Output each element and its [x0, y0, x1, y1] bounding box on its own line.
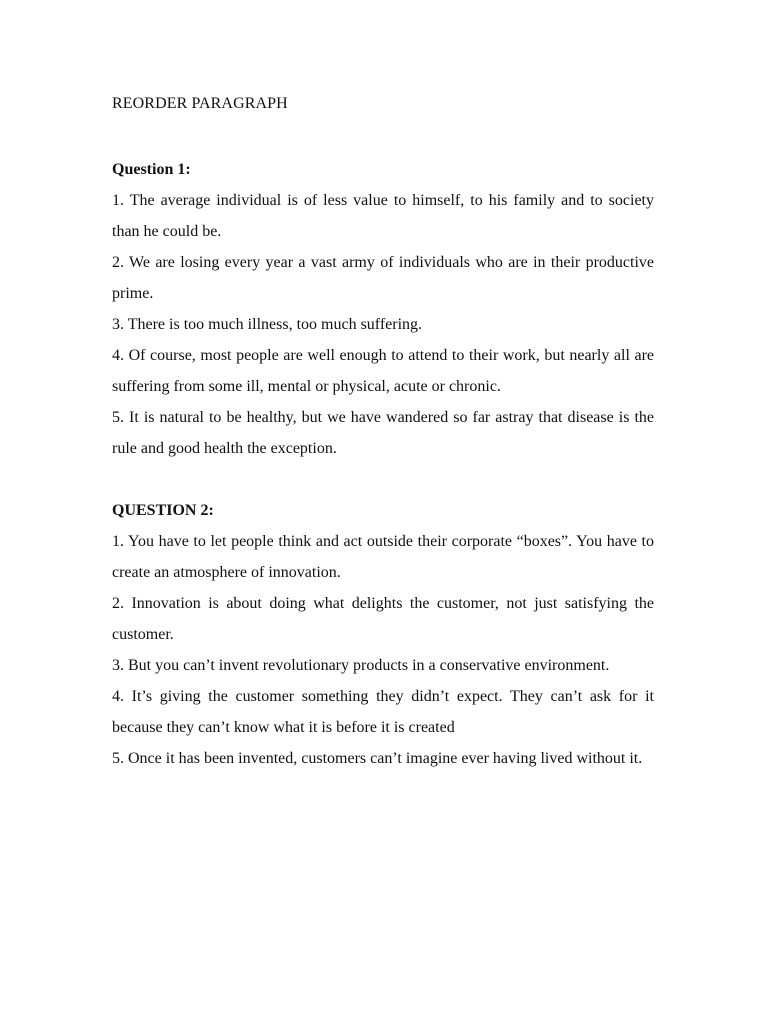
sentence-item: 2. Innovation is about doing what delights the customer, not just satisfying the customer. — [112, 595, 654, 643]
question-heading: Question 1: — [112, 161, 191, 178]
question-1 — [112, 154, 654, 464]
sentence-item: 3. There is too much illness, too much suffering. — [112, 316, 423, 333]
sentence-item: 4. Of course, most people are well enough to attend to their work, but nearly all are suffering from some ill, mental or physical, acute or chronic. — [112, 347, 654, 395]
sentence-item: 3. But you can’t invent revolutionary products in a conservative environment. — [112, 657, 610, 674]
sentence-item: 1. The average individual is of less value to himself, to his family and to society than he could be. — [112, 192, 654, 240]
sentence-item: 5. It is natural to be healthy, but we have wandered so far astray that disease is the rule and good health the exception. — [112, 409, 654, 457]
sentence-item: 5. Once it has been invented, customers can’t imagine ever having lived without it. — [112, 750, 643, 767]
document-page — [112, 92, 654, 774]
sentence-item: 2. We are losing every year a vast army of individuals who are in their productive prime. — [112, 254, 654, 302]
sentence-item: 1. You have to let people think and act outside their corporate “boxes”. You have to create an atmosphere of innovation. — [112, 533, 654, 581]
question-heading: QUESTION 2: — [112, 502, 214, 519]
document-title: REORDER PARAGRAPH — [112, 95, 288, 112]
question-2 — [112, 495, 654, 774]
sentence-item: 4. It’s giving the customer something they didn’t expect. They can’t ask for it because they can’t know what it is before it is created — [112, 688, 654, 736]
